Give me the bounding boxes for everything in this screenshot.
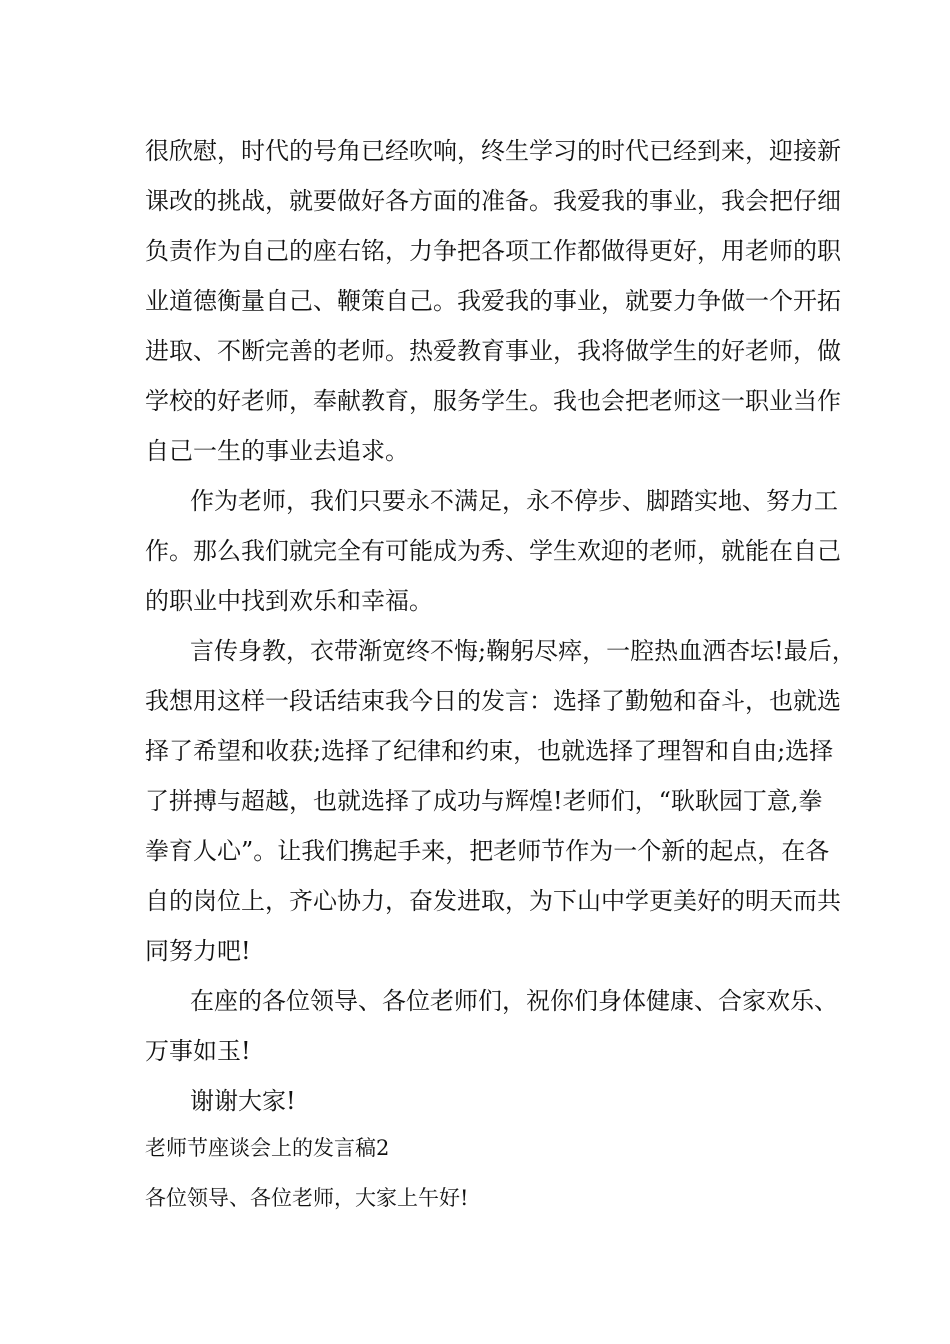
paragraph-line: 在座的各位领导、各位老师们，祝你们身体健康、合家欢乐、 [190,987,838,1015]
greeting-line: 各位领导、各位老师，大家上午好! [145,1186,469,1210]
paragraph-line: 作。那么我们就完全有可能成为秀、学生欢迎的老师，就能在自己 [145,537,841,565]
paragraph-line: 很欣慰，时代的号角已经吹响，终生学习的时代已经到来，迎接新 [145,137,841,165]
paragraph-line: 作为老师，我们只要永不满足，永不停步、脚踏实地、努力工 [190,487,838,515]
paragraph-line: 我想用这样一段话结束我今日的发言：选择了勤勉和奋斗，也就选 [145,687,841,715]
paragraph-line: 择了希望和收获;选择了纪律和约束，也就选择了理智和自由;选择 [145,737,834,765]
section-title: 老师节座谈会上的发言稿2 [145,1136,390,1160]
paragraph-line: 万事如玉! [145,1037,251,1065]
paragraph-line: 同努力吧! [145,937,251,965]
paragraph-line: 负责作为自己的座右铭，力争把各项工作都做得更好，用老师的职 [145,237,841,265]
paragraph-line: 课改的挑战，就要做好各方面的准备。我爱我的事业，我会把仔细 [145,187,841,215]
paragraph-line: 进取、不断完善的老师。热爱教育事业，我将做学生的好老师，做 [145,337,841,365]
paragraph-line: 的职业中找到欢乐和幸福。 [145,587,433,615]
paragraph-line: 自己一生的事业去追求。 [145,437,409,465]
paragraph-line: 了拼搏与超越，也就选择了成功与辉煌!老师们，“耿耿园丁意,拳 [145,787,823,815]
speech-body [145,126,856,1126]
paragraph-line: 自的岗位上，齐心协力，奋发进取，为下山中学更美好的明天而共 [145,887,841,915]
paragraph-line: 言传身教，衣带渐宽终不悔;鞠躬尽瘁，一腔热血洒杏坛!最后， [190,637,856,665]
closing-line: 谢谢大家! [190,1087,296,1115]
paragraph-line: 拳育人心”。让我们携起手来，把老师节作为一个新的起点，在各 [145,837,830,865]
paragraph-line: 学校的好老师，奉献教育，服务学生。我也会把老师这一职业当作 [145,387,841,415]
paragraph-line: 业道德衡量自己、鞭策自己。我爱我的事业，就要力争做一个开拓 [145,287,841,315]
